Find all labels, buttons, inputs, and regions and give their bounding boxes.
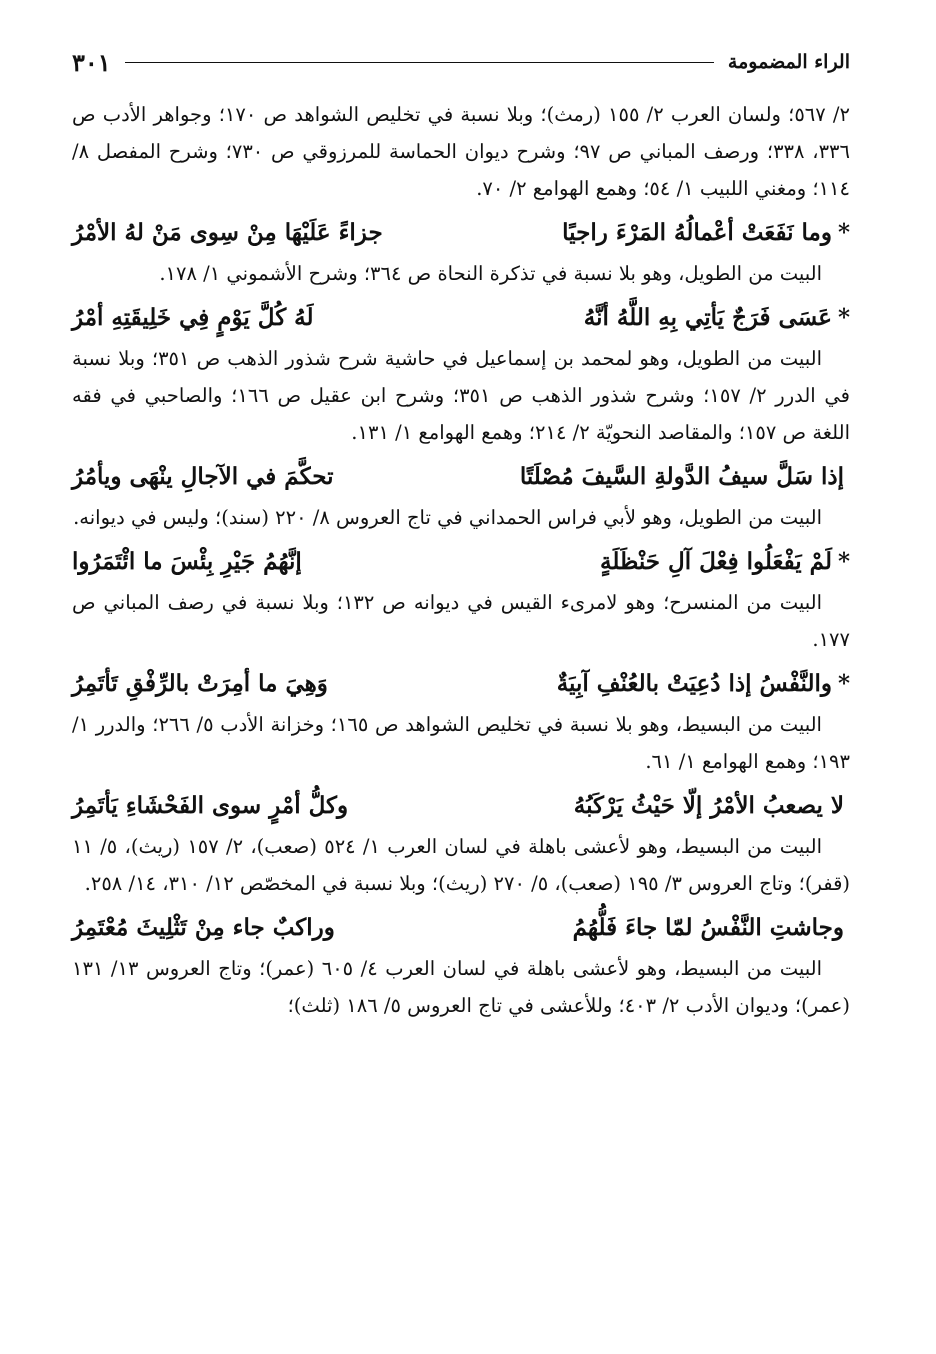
star-marker: * xyxy=(837,548,850,575)
entry xyxy=(72,542,850,658)
second-hemistich: وَهِيَ ما أمِرَتْ بالرِّفْقِ تَأتَمِرُ xyxy=(72,670,328,697)
verse-note: البيت من المنسرح؛ وهو لامرىء القيس في ديوانه ص ١٣٢؛ وبلا نسبة في رصف المباني ص ١٧٧. xyxy=(72,591,850,651)
first-hemistich: لا يصعبُ الأمْرُ إلّا حَيْثُ يَرْكَبُهُ xyxy=(573,792,844,819)
star-marker: * xyxy=(837,670,850,697)
verse-line xyxy=(72,786,850,826)
star-marker: * xyxy=(837,304,850,331)
entry xyxy=(72,213,850,292)
entry xyxy=(72,298,850,451)
entry xyxy=(72,786,850,902)
second-hemistich: إنَّهُمُ جَيْرِ بِئْسَ ما ائْتَمَرُوا xyxy=(72,548,302,575)
second-hemistich: وكلُّ أمْرٍ سوى الفَحْشَاءِ يَأتَمِرُ xyxy=(72,792,349,819)
verse-line xyxy=(72,664,850,704)
header-rule xyxy=(125,62,714,63)
first-hemistich: والنَّفْسُ إذا دُعِيَتْ بالعُنْفِ آبِيَةٌ xyxy=(556,670,832,697)
running-title: الراء المضمومة xyxy=(727,51,850,73)
verse-line xyxy=(72,908,850,948)
star-marker: * xyxy=(837,219,850,246)
second-hemistich: تحكَّمَ في الآجالِ ينْهَى ويأمُرُ xyxy=(72,463,334,490)
entry xyxy=(72,457,850,536)
verse-note: البيت من الطويل، وهو لمحمد بن إسماعيل في حاشية شرح شذور الذهب ص ٣٥١؛ وبلا نسبة في الدرر ٢/ ١٥٧؛ وشرح شذور الذهب ص ٣٥١؛ وشرح ابن عقيل ص ١٦٦؛ والصاحبي في فقه اللغة ص ١٥٧؛ والمقاصد النحويّة ٢/ ٢١٤؛ وهمع الهوامع ١/ ١٣١. xyxy=(72,347,850,444)
first-hemistich: عَسَى فَرَجٌ يَأتِي بِهِ اللَّهُ أنَّهُ xyxy=(583,304,832,331)
page-body xyxy=(72,96,850,1024)
verse-note: البيت من البسيط، وهو لأعشى باهلة في لسان العرب ٤/ ٦٠٥ (عمر)؛ وتاج العروس ١٣/ ١٣١ (عمر)؛ وديوان الأدب ٢/ ٤٠٣؛ وللأعشى في تاج العروس ٥/ ١٨٦ (ثلث)؛ xyxy=(72,957,850,1017)
page-header xyxy=(72,44,850,80)
first-hemistich: لَمْ يَفْعَلُوا فِعْلَ آلِ حَنْظَلَةٍ xyxy=(600,548,832,575)
verse-note: البيت من البسيط، وهو بلا نسبة في تخليص الشواهد ص ١٦٥؛ وخزانة الأدب ٥/ ٢٦٦؛ والدرر ١/ ١٩٣؛ وهمع الهوامع ١/ ٦١. xyxy=(72,713,850,773)
verse-line xyxy=(72,213,850,253)
verse-note: البيت من الطويل، وهو بلا نسبة في تذكرة النحاة ص ٣٦٤؛ وشرح الأشموني ١/ ١٧٨. xyxy=(159,262,822,285)
first-hemistich: إذا سَلَّ سيفُ الدَّولةِ السَّيفَ مُصْلَتًا xyxy=(519,463,844,490)
entry xyxy=(72,908,850,1024)
verse-note: البيت من البسيط، وهو لأعشى باهلة في لسان العرب ١/ ٥٢٤ (صعب)، ٢/ ١٥٧ (ريث)، ٥/ ١١ (قفر)؛ وتاج العروس ٣/ ١٩٥ (صعب)، ٥/ ٢٧٠ (ريث)؛ وبلا نسبة في المخصّص ١٢/ ٣١٠، ١٤/ ٢٥٨. xyxy=(72,835,850,895)
first-hemistich: وجاشتِ النَّفْسُ لمّا جاءَ فَلُّهُمُ xyxy=(572,914,844,941)
verse-note: البيت من الطويل، وهو لأبي فراس الحمداني في تاج العروس ٨/ ٢٢٠ (سند)؛ وليس في ديوانه. xyxy=(73,506,822,529)
entry xyxy=(72,664,850,780)
second-hemistich: لَهُ كُلَّ يَوْمٍ فِي خَلِيقَتِهِ أمْرُ xyxy=(72,304,314,331)
page-number: ٣٠١ xyxy=(72,47,111,77)
verse-line xyxy=(72,457,850,497)
verse-line xyxy=(72,298,850,338)
continuation-paragraph: ٢/ ٥٦٧؛ ولسان العرب ٢/ ١٥٥ (رمث)؛ وبلا نسبة في تخليص الشواهد ص ١٧٠؛ وجواهر الأدب ص ٣٣٦، ٣٣٨؛ ورصف المباني ص ٩٧؛ وشرح ديوان الحماسة للمرزوقي ص ٧٣٠؛ وشرح المفصل ٨/ ١١٤؛ ومغني اللبيب ١/ ٥٤؛ وهمع الهوامع ٢/ ٧٠. xyxy=(72,103,850,200)
verse-line xyxy=(72,542,850,582)
second-hemistich: وراكبٌ جاء مِنْ تَثْلِيثَ مُعْتَمِرُ xyxy=(72,914,335,941)
first-hemistich: وما نَفَعَتْ أعْمالُهُ المَرْءَ راجيًا xyxy=(562,219,832,246)
second-hemistich: جزاءً عَلَيْهَا مِنْ سِوى مَنْ لهُ الأمْرُ xyxy=(72,219,383,246)
